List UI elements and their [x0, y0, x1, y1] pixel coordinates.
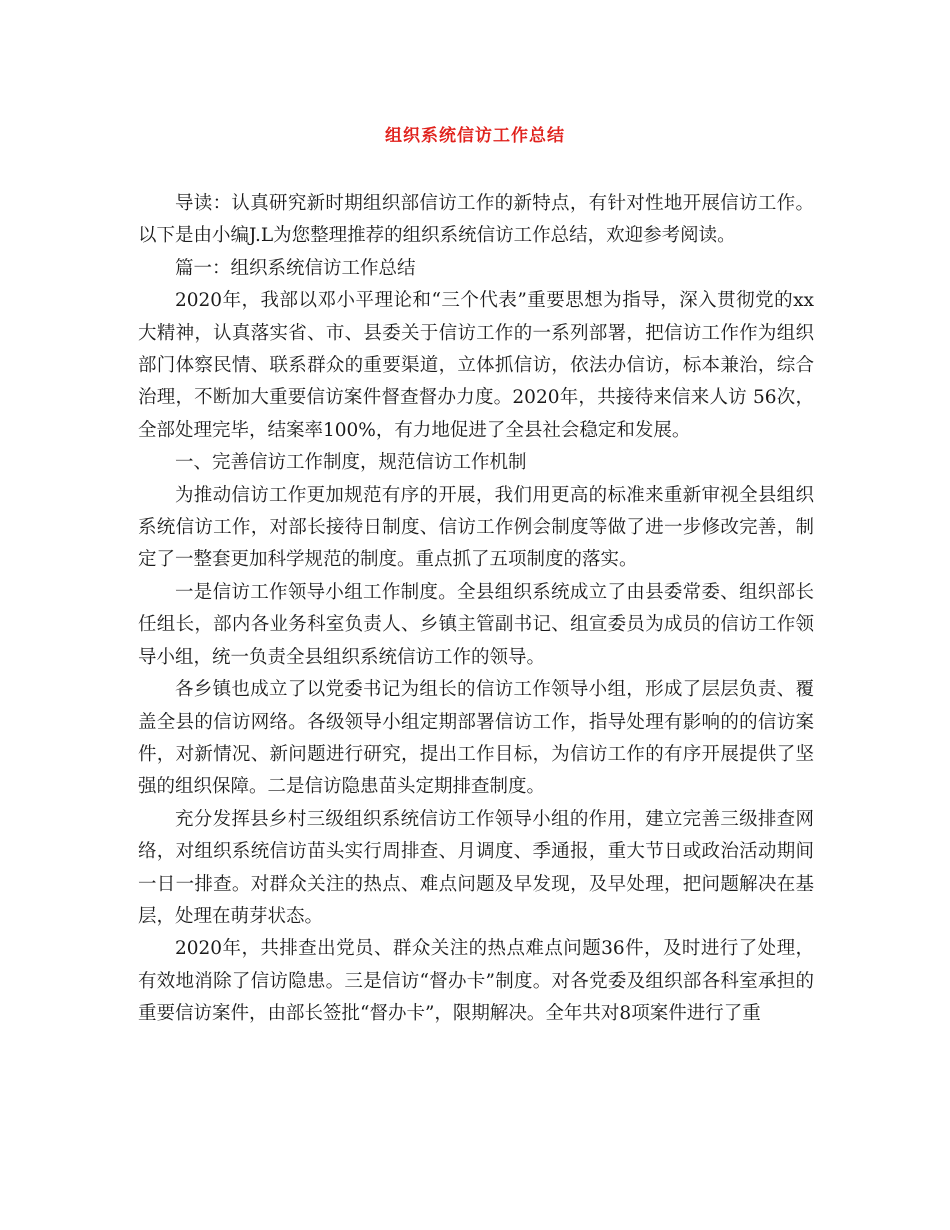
- paragraph-section-heading: 篇一：组织系统信访工作总结: [175, 257, 416, 279]
- paragraph-results: 2020年，共排查出党员、群众关注的热点难点问题36件，及时进行了处理，有效地消除了信访隐患。三是信访“督办卡”制度。对各党委及组织部各科室承担的重要信访案件，由部长签批“督办卡”，限期解决。全年共对8项案件进行了重: [138, 938, 814, 1025]
- paragraph-intro: 导读：认真研究新时期组织部信访工作的新特点，有针对性地开展信访工作。以下是由小编J.L为您整理推荐的组织系统信访工作总结，欢迎参考阅读。: [138, 193, 814, 247]
- paragraph-overview: 2020年，我部以邓小平理论和“三个代表”重要思想为指导，深入贯彻党的xx大精神，认真落实省、市、县委关于信访工作的一系列部署，把信访工作作为组织部门体察民情、联系群众的重要渠道，立体抓信访，依法办信访，标本兼治，综合治理，不断加大重要信访案件督查督办力度。2020年，共接待来信来人访 56次，全部处理完毕，结案率100%，有力地促进了全县社会稳定和发展。: [138, 290, 814, 441]
- paragraph-leadership-system: 一是信访工作领导小组工作制度。全县组织系统成立了由县委常委、组织部长任组长，部内各业务科室负责人、乡镇主管副书记、组宣委员为成员的信访工作领导小组，统一负责全县组织系统信访工作的领导。: [138, 581, 814, 668]
- paragraph-township-groups: 各乡镇也成立了以党委书记为组长的信访工作领导小组，形成了层层负责、覆盖全县的信访网络。各级领导小组定期部署信访工作，指导处理有影响的的信访案件，对新情况、新问题进行研究，提出工作目标，为信访工作的有序开展提供了坚强的组织保障。二是信访隐患苗头定期排查制度。: [138, 679, 814, 798]
- document-body: [138, 188, 814, 1031]
- paragraph-subheading-1: 一、完善信访工作制度，规范信访工作机制: [175, 452, 527, 474]
- document-title: 组织系统信访工作总结: [385, 126, 565, 146]
- paragraph-standards: 为推动信访工作更加规范有序的开展，我们用更高的标准来重新审视全县组织系统信访工作，对部长接待日制度、信访工作例会制度等做了进一步修改完善，制定了一整套更加科学规范的制度。重点抓了五项制度的落实。: [138, 484, 814, 571]
- paragraph-inspection-network: 充分发挥县乡村三级组织系统信访工作领导小组的作用，建立完善三级排查网络，对组织系统信访苗头实行周排查、月调度、季通报，重大节日或政治活动期间一日一排查。对群众关注的热点、难点问题及早发现，及早处理，把问题解决在基层，处理在萌芽状态。: [138, 808, 814, 927]
